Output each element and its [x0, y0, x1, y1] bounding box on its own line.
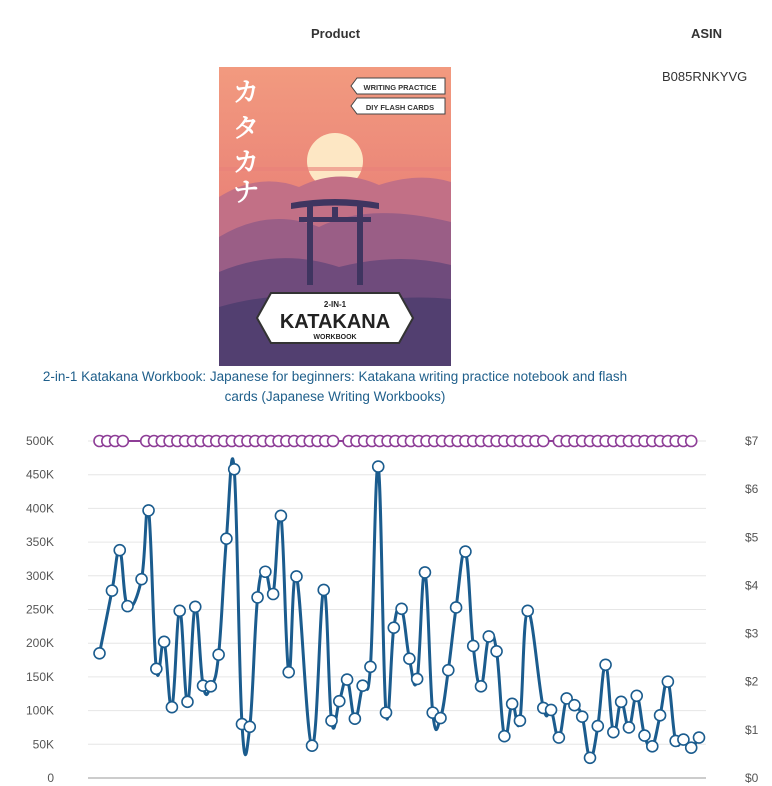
- price-point: [328, 436, 339, 447]
- sales-rank-point: [326, 715, 337, 726]
- sales-rank-point: [662, 676, 673, 687]
- sales-rank-point: [151, 663, 162, 674]
- sales-rank-point: [616, 696, 627, 707]
- sales-rank-point: [647, 741, 658, 752]
- sales-rank-point: [143, 505, 154, 516]
- sales-rank-point: [260, 566, 271, 577]
- product-title-link[interactable]: 2-in-1 Katakana Workbook: Japanese for beginners: Katakana writing practice notebook and flash cards (Japanese Writing Workbooks): [42, 369, 628, 404]
- sales-rank-point: [460, 546, 471, 557]
- left-tick-label: 100K: [25, 703, 54, 718]
- sales-rank-point: [396, 603, 407, 614]
- sales-rank-point: [491, 646, 502, 657]
- cover-tag: 2-IN-1: [323, 300, 347, 309]
- badge-diy-flash-cards: [351, 98, 445, 114]
- badge-writing-practice: [351, 78, 445, 94]
- sales-rank-point: [686, 742, 697, 753]
- sales-rank-point: [412, 673, 423, 684]
- sales-rank-point: [592, 721, 603, 732]
- left-tick-label: 400K: [25, 501, 54, 516]
- sales-rank-point: [307, 740, 318, 751]
- sales-rank-point: [476, 681, 487, 692]
- sales-rank-point: [639, 730, 650, 741]
- sales-rank-point: [404, 653, 415, 664]
- kana-1: カ: [233, 78, 260, 108]
- sales-rank-series: [94, 459, 705, 764]
- right-tick-label: $5: [745, 530, 759, 545]
- sales-rank-point: [213, 649, 224, 660]
- sales-rank-point: [546, 704, 557, 715]
- left-tick-label: 450K: [25, 467, 54, 482]
- sales-rank-point: [357, 680, 368, 691]
- sales-rank-point: [451, 602, 462, 613]
- left-tick-label: 250K: [25, 602, 54, 617]
- sales-rank-point: [694, 732, 705, 743]
- left-tick-label: 500K: [25, 434, 54, 448]
- sales-rank-point: [334, 696, 345, 707]
- sales-rank-point: [655, 710, 666, 721]
- sales-rank-point: [221, 533, 232, 544]
- sales-rank-point: [435, 713, 446, 724]
- sales-rank-point: [585, 752, 596, 763]
- sales-rank-point: [577, 711, 588, 722]
- sales-rank-point: [499, 731, 510, 742]
- left-axis: [26, 434, 54, 785]
- sales-rank-point: [349, 713, 360, 724]
- sales-rank-point: [166, 702, 177, 713]
- sales-rank-point: [342, 674, 353, 685]
- sales-rank-point: [275, 510, 286, 521]
- sales-rank-point: [468, 640, 479, 651]
- sales-rank-point: [106, 585, 117, 596]
- sales-rank-point: [608, 727, 619, 738]
- price-series: [94, 436, 697, 447]
- sales-rank-point: [514, 715, 525, 726]
- sales-rank-point: [373, 461, 384, 472]
- sales-rank-point: [388, 622, 399, 633]
- right-tick-label: $7: [745, 434, 759, 448]
- price-point: [686, 436, 697, 447]
- sales-rank-point: [190, 601, 201, 612]
- sales-rank-point: [483, 631, 494, 642]
- sales-rank-point: [283, 667, 294, 678]
- left-tick-label: 50K: [32, 737, 54, 752]
- cover-title: KATAKANA: [279, 311, 391, 333]
- sales-rank-point: [159, 636, 170, 647]
- right-tick-label: $0: [745, 771, 759, 785]
- left-tick-label: 150K: [25, 669, 54, 684]
- right-tick-label: $6: [745, 482, 759, 497]
- sales-rank-point: [443, 665, 454, 676]
- sales-rank-point: [244, 721, 255, 732]
- cover-subtitle: WORKBOOK: [313, 334, 357, 341]
- sales-rank-point: [122, 601, 133, 612]
- kana-4: ナ: [233, 178, 260, 208]
- sales-rank-point: [182, 696, 193, 707]
- katakana-vertical-title: [233, 78, 259, 208]
- sales-rank-point: [365, 661, 376, 672]
- sales-rank-point: [522, 605, 533, 616]
- sales-rank-point: [114, 545, 125, 556]
- right-tick-label: $3: [745, 626, 759, 641]
- sales-rank-point: [507, 698, 518, 709]
- sales-rank-point: [600, 659, 611, 670]
- left-tick-label: 350K: [25, 535, 54, 550]
- sales-rank-point: [136, 574, 147, 585]
- sales-rank-point: [205, 681, 216, 692]
- sales-rank-point: [553, 732, 564, 743]
- sales-rank-point: [174, 605, 185, 616]
- sales-rank-point: [419, 567, 430, 578]
- left-tick-label: 0: [47, 771, 54, 785]
- sales-rank-point: [381, 707, 392, 718]
- sales-rank-point: [623, 722, 634, 733]
- sales-rank-point: [569, 700, 580, 711]
- left-tick-label: 300K: [25, 568, 54, 583]
- product-cover-image[interactable]: [219, 67, 451, 366]
- asin-column-header[interactable]: ASIN: [691, 26, 723, 41]
- kana-3: カ: [233, 148, 260, 178]
- right-axis: [745, 434, 759, 785]
- sales-rank-point: [229, 464, 240, 475]
- sales-rank-point: [291, 571, 302, 582]
- right-tick-label: $2: [745, 674, 759, 689]
- asin-value: B085RNKYVG: [662, 69, 748, 84]
- product-column-header[interactable]: Product: [311, 26, 361, 41]
- badge-writing-practice-text: WRITING PRACTICE: [363, 83, 437, 92]
- sales-rank-price-chart: [0, 420, 772, 786]
- price-point: [538, 436, 549, 447]
- left-tick-label: 200K: [25, 636, 54, 651]
- right-tick-label: $4: [745, 578, 759, 593]
- kana-2: タ: [233, 114, 260, 144]
- badge-diy-flash-cards-text: DIY FLASH CARDS: [365, 103, 435, 112]
- sales-rank-point: [268, 588, 279, 599]
- right-tick-label: $1: [745, 722, 759, 737]
- sales-rank-point: [252, 592, 263, 603]
- sales-rank-point: [631, 690, 642, 701]
- cover-title-banner: [257, 293, 413, 343]
- price-point: [117, 436, 128, 447]
- sales-rank-point: [94, 648, 105, 659]
- sales-rank-point: [318, 584, 329, 595]
